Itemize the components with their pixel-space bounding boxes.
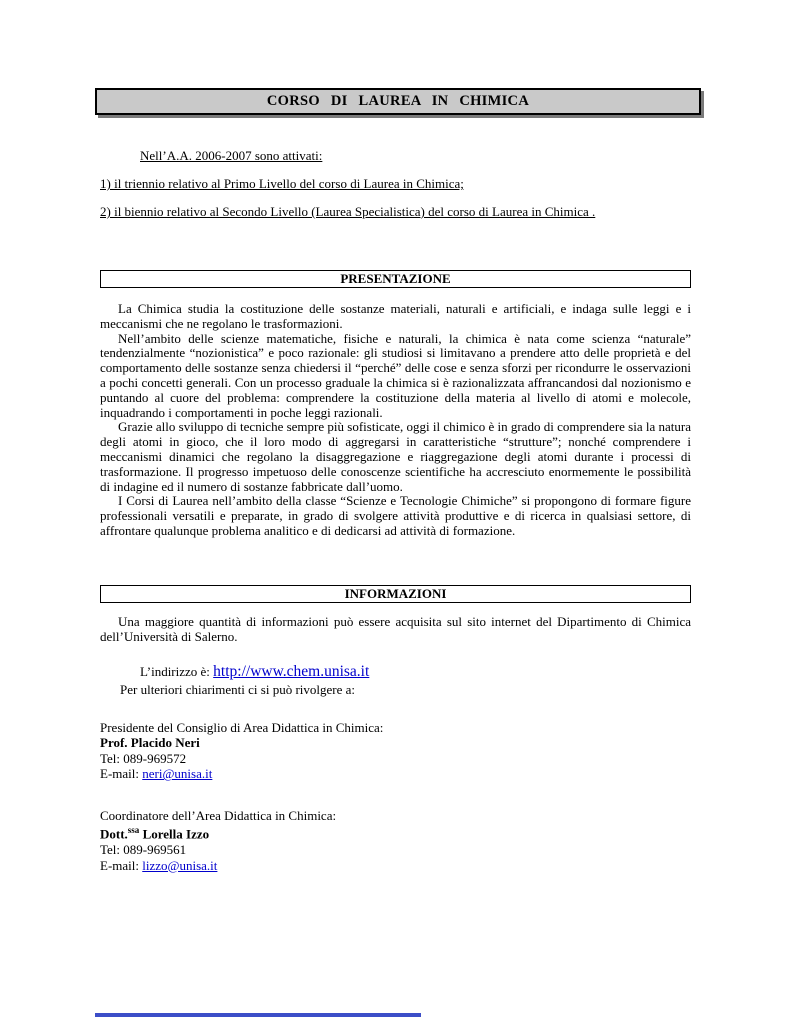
section-header-presentazione [100, 270, 691, 288]
coordinator-email-link[interactable]: lizzo@unisa.it [142, 857, 218, 873]
coordinator-email-label: E-mail: [100, 857, 143, 873]
section-header-informazioni [100, 585, 691, 603]
footer-blue-line [95, 1013, 421, 1017]
coordinator-contact-block [100, 808, 691, 873]
presentazione-body [100, 302, 691, 539]
presentazione-paragraph-1: La Chimica studia la costituzione delle sostanze materiali, naturali e artificiali, e indaga sulle leggi e i meccanismi che ne regolano le trasformazioni. [100, 301, 691, 331]
coordinator-name-prefix: Dott. [100, 826, 128, 842]
address-label: L’indirizzo è: [140, 664, 214, 680]
president-email-label: E-mail: [100, 766, 143, 782]
intro-item-1-text: 1) il triennio relativo al Primo Livello del corso di Laurea in Chimica; [100, 176, 464, 191]
coordinator-name-superscript: ssa [127, 825, 140, 836]
president-contact-block [100, 720, 691, 782]
intro-item-1 [100, 176, 691, 191]
address-line [100, 662, 691, 681]
intro-activated-line [100, 148, 691, 163]
chem-unisa-link[interactable]: http://www.chem.unisa.it [213, 663, 370, 681]
presentazione-paragraph-4: I Corsi di Laurea nell’ambito della classe “Scienze e Tecnologie Chimiche” si propongono di formare figure professionali versatili e preparate, in grado di svolgere attività produttive e di ricerca in qualsiasi settore, di affrontare qualunque problema analitico e di dedicarsi ad attività di formazione. [100, 493, 691, 538]
intro-activated-text: Nell’A.A. 2006-2007 sono attivati: [140, 148, 323, 163]
coordinator-name-rest: Lorella Izzo [139, 826, 210, 842]
presentazione-paragraph-3: Grazie allo sviluppo di tecniche sempre più sofisticate, oggi il chimico è in grado di comprendere sia la natura degli atomi in gioco, che il loro modo di aggregarsi in caratteristiche “strutture”; nonché comprendere i meccanismi dinamici che regolano la disaggregazione e riaggregazione degli atomi durante i processi di trasformazione. Il progresso impetuoso delle conoscenze scientifiche ha accresciuto enormemente le possibilità di indagine ed il numero di sostanze fabbricate dall’uomo. [100, 419, 691, 494]
presentazione-header-text: PRESENTAZIONE [340, 271, 451, 286]
president-name: Prof. Placido Neri [100, 735, 200, 751]
coordinator-email-line [100, 858, 691, 874]
coordinator-name [100, 823, 691, 842]
presentazione-paragraph-2: Nell’ambito delle scienze matematiche, fisiche e naturali, la chimica è nata come scienza “naturale” tendenzialmente “nozionistica” e poco razionale: gli studiosi si limitavano a prendere atto delle proprietà e del comportamento delle sostanze senza chiedersi il “perché” delle cose e senza sforzi per ricondurre le osservazioni a pochi concetti generali. Con un processo graduale la chimica si è razionalizzata affrancandosi dal nozionismo e puntando al cuore del problema: comprendere la costituzione della materia al livello di atomi e molecole, inquadrando i comportamenti in poche leggi razionali. [100, 330, 691, 420]
president-email-link[interactable]: neri@unisa.it [142, 766, 213, 782]
document-content [100, 0, 691, 873]
informazioni-header-text: INFORMAZIONI [344, 585, 447, 601]
president-tel: Tel: 089-969572 [100, 750, 187, 766]
coordinator-role: Coordinatore dell’Area Didattica in Chimica: [100, 807, 337, 823]
intro-item-2-text: 2) il biennio relativo al Secondo Livello (Laurea Specialistica) del corso di Laurea in Chimica . [100, 204, 596, 219]
page-title: CORSO DI LAUREA IN CHIMICA [266, 93, 530, 109]
further-info-line: Per ulteriori chiarimenti ci si può rivolgere a: [120, 682, 356, 698]
president-email-line [100, 766, 691, 782]
intro-item-2 [100, 204, 691, 219]
coordinator-tel: Tel: 089-969561 [100, 842, 187, 858]
informazioni-paragraph-1: Una maggiore quantità di informazioni può essere acquisita sul sito internet del Dipartimento di Chimica dell’Università di Salerno. [100, 613, 691, 644]
president-role: Presidente del Consiglio di Area Didattica in Chimica: [100, 719, 384, 735]
